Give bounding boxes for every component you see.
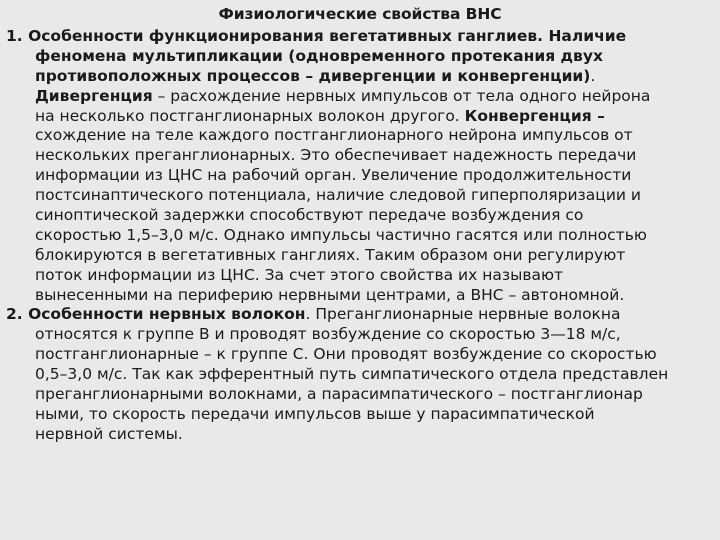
text-line [6, 27, 720, 47]
text-line [6, 126, 720, 146]
text-line [6, 87, 720, 107]
text-line [6, 365, 720, 385]
text-line [6, 286, 720, 306]
text-segment: вынесенными на периферию нервными центрами, а ВНС – автономной. [35, 285, 625, 304]
text-line [6, 405, 720, 425]
text-line [6, 146, 720, 166]
slide-title: Физиологические свойства ВНС [218, 5, 502, 23]
bold-text-segment: противоположных процессов – дивергенции и конвергенции) [35, 66, 591, 85]
text-segment: постсинаптического потенциала, наличие следовой гиперполяризации и [35, 186, 641, 205]
text-segment: преганглионарными волокнами, а парасимпатического – постганглионар [35, 385, 643, 404]
text-segment: нервной системы. [35, 424, 183, 443]
text-line [6, 107, 720, 127]
text-segment: – расхождение нервных импульсов от тела одного нейрона [152, 86, 651, 105]
text-line [6, 166, 720, 186]
text-segment: . Преганглионарные нервные волокна [305, 305, 621, 324]
text-line [6, 305, 720, 325]
text-segment: нескольких преганглионарных. Это обеспечивает надежность передачи [35, 146, 637, 165]
text-segment: поток информации из ЦНС. За счет этого свойства их называют [35, 265, 564, 284]
bold-text-segment: феномена мультипликации (одновременного протекания двух [35, 46, 603, 65]
text-segment: информации из ЦНС на рабочий орган. Увеличение продолжительности [35, 166, 632, 185]
slide-body [6, 27, 720, 445]
text-segment: скоростью 1,5–3,0 м/с. Однако импульсы частично гасятся или полностью [35, 225, 647, 244]
bold-text-segment: 1. Особенности функционирования вегетативных ганглиев. Наличие [6, 27, 627, 45]
text-line [6, 425, 720, 445]
text-segment: схождение на теле каждого постганглионарного нейрона импульсов от [35, 126, 633, 145]
text-segment: на несколько постганглионарных волокон другого. [35, 106, 465, 125]
text-line [6, 345, 720, 365]
bold-text-segment: 2. Особенности нервных волокон [6, 305, 306, 324]
text-line [6, 246, 720, 266]
bold-text-segment: Конвергенция – [464, 106, 605, 125]
text-segment: 0,5–3,0 м/с. Так как эфферентный путь симпатического отдела представлен [35, 365, 669, 384]
text-line [6, 385, 720, 405]
text-segment: постганглионарные – к группе С. Они проводят возбуждение со скоростью [35, 345, 657, 364]
bold-text-segment: Дивергенция [35, 86, 153, 105]
text-segment: синоптической задержки способствуют передаче возбуждения со [35, 206, 584, 225]
text-line [6, 266, 720, 286]
text-segment: . [590, 66, 596, 85]
text-line [6, 67, 720, 87]
text-segment: относятся к группе В и проводят возбуждение со скоростью 3—18 м/с, [35, 325, 621, 344]
text-line [6, 206, 720, 226]
text-line [6, 325, 720, 345]
text-line [6, 47, 720, 67]
text-line [6, 226, 720, 246]
text-segment: блокируются в вегетативных ганглиях. Таким образом они регулируют [35, 245, 626, 264]
text-segment: ными, то скорость передачи импульсов выше у парасимпатической [35, 404, 595, 423]
text-line [6, 186, 720, 206]
